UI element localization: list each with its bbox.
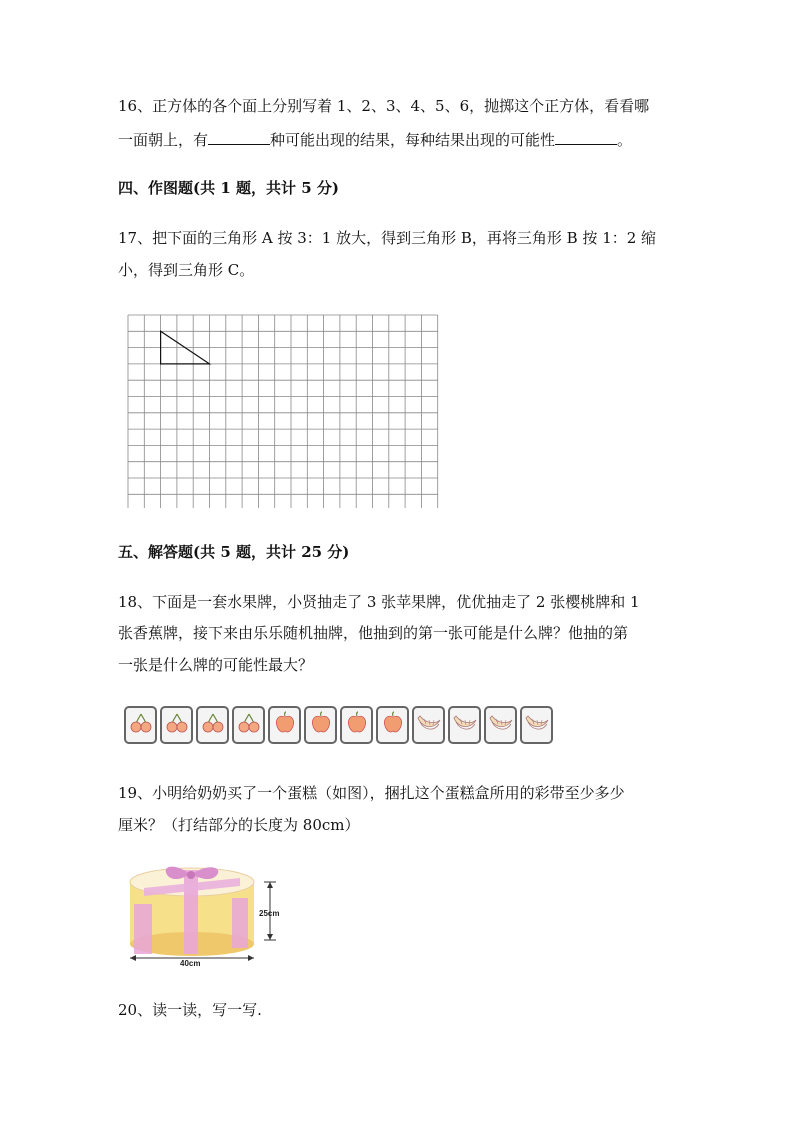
ribbon-right (232, 898, 248, 948)
banana-icon (488, 712, 514, 738)
fruit-card (448, 706, 481, 744)
q17-line-2: 小，得到三角形 C。 (118, 261, 255, 279)
cherry-icon (237, 712, 261, 738)
fruit-card (268, 706, 301, 744)
fruit-card (412, 706, 445, 744)
section-5-heading: 五、解答题(共 5 题，共计 25 分) (118, 543, 350, 561)
section-4-heading: 四、作图题(共 1 题，共计 5 分) (118, 179, 339, 197)
apple-icon (273, 711, 297, 739)
q17-line-1: 17、把下面的三角形 A 按 3：1 放大，得到三角形 B，再将三角形 B 按 1：2 缩 (118, 229, 657, 247)
cherry-icon (129, 712, 153, 738)
fruit-card (304, 706, 337, 744)
q19-line-2: 厘米？（打结部分的长度为 80cm） (118, 816, 360, 834)
q18-line-3: 一张是什么牌的可能性最大？ (118, 656, 314, 674)
height-arrow-down (267, 934, 273, 940)
bow-knot (187, 871, 195, 879)
banana-icon (452, 712, 478, 738)
width-label: 40cm (180, 959, 201, 968)
q19-line-1: 19、小明给奶奶买了一个蛋糕（如图），捆扎这个蛋糕盒所用的彩带至少多少 (118, 784, 625, 802)
q16-text-c: 。 (617, 131, 633, 149)
cake-illustration (124, 864, 304, 968)
banana-icon (416, 712, 442, 738)
height-label: 25cm (259, 909, 280, 918)
apple-icon (309, 711, 333, 739)
q20-line-1: 20、读一读，写一写. (118, 1001, 262, 1019)
cake-figure (124, 864, 304, 972)
fruit-card (376, 706, 409, 744)
q16-line-1: 16、正方体的各个面上分别写着 1、2、3、4、5、6，抛掷这个正方体，看看哪 (118, 97, 650, 115)
drawing-grid (127, 314, 447, 512)
q18-line-2: 张香蕉牌，接下来由乐乐随机抽牌，他抽到的第一张可能是什么牌？他抽的第 (118, 624, 629, 642)
q16-text-a: 一面朝上，有 (118, 131, 209, 149)
apple-icon (381, 711, 405, 739)
width-arrow-right (248, 955, 254, 961)
width-arrow-left (130, 955, 136, 961)
fruit-card (124, 706, 157, 744)
ribbon-left (134, 904, 152, 954)
fruit-card (340, 706, 373, 744)
q16-text-b: 种可能出现的结果，每种结果出现的可能性 (270, 131, 556, 149)
fruit-cards (124, 706, 553, 744)
height-arrow-up (267, 882, 273, 888)
q16-blank-1[interactable] (208, 130, 270, 145)
fruit-card (484, 706, 517, 744)
fruit-card (196, 706, 229, 744)
cherry-icon (165, 712, 189, 738)
fruit-card (232, 706, 265, 744)
apple-icon (345, 711, 369, 739)
banana-icon (524, 712, 550, 738)
q18-line-1: 18、下面是一套水果牌，小贤抽走了 3 张苹果牌，优优抽走了 2 张樱桃牌和 1 (118, 593, 640, 611)
grid-svg (127, 314, 447, 508)
fruit-card (520, 706, 553, 744)
cherry-icon (201, 712, 225, 738)
q16-blank-2[interactable] (555, 130, 617, 145)
q16-line-2 (118, 130, 632, 150)
fruit-card (160, 706, 193, 744)
